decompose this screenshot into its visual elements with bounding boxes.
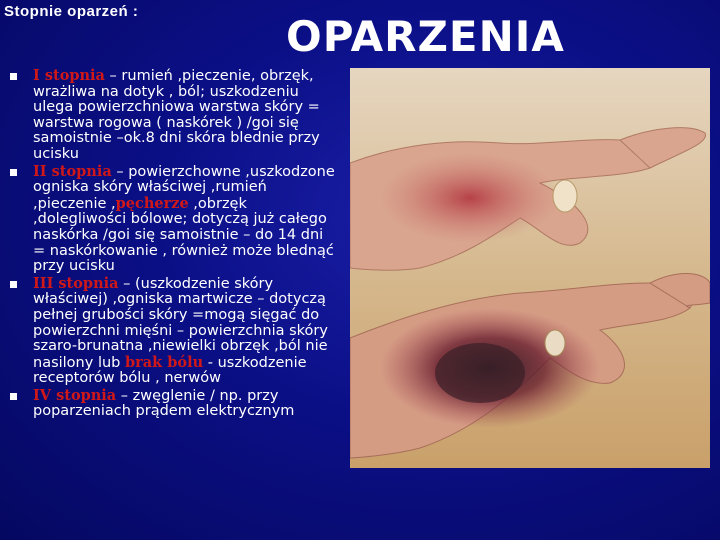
square-bullet-icon bbox=[10, 281, 17, 288]
slide-title: OPARZENIA bbox=[286, 12, 565, 61]
degree-description-continued: ,obrzęk ,dolegliwości bólowe; dotyczą już całego naskórka /goi się samoistnie – do 14 dni = naskórkowanie , również może blednąć przy ucisku bbox=[33, 195, 334, 275]
highlighted-term: pęcherze bbox=[115, 194, 189, 212]
degree-description: – (uszkodzenie skóry właściwej) ,ogniska martwicze – dotyczą pełnej grubości skóry =mogą sięgać do powierzchni mięśni – powierzchnia skóry szaro-brunatna ,niewielki obrzęk ,ból nie nasilony lub bbox=[33, 275, 328, 371]
list-item bbox=[8, 388, 338, 420]
square-bullet-icon bbox=[10, 393, 17, 400]
slide-subtitle: Stopnie oparzeń : bbox=[4, 3, 139, 20]
burn-degree-list bbox=[8, 68, 338, 421]
square-bullet-icon bbox=[10, 73, 17, 80]
degree-description: – rumień ,pieczenie, obrzęk, wrażliwa na dotyk , ból; uszkodzeniu ulega powierzchniowa warstwa skóry = warstwa rogowa ( naskórek ) /goi się samoistnie –ok.8 dni skóra blednie przy ucisku bbox=[33, 68, 320, 162]
degree-description-continued: - uszkodzenie receptorów bólu , nerwów bbox=[33, 354, 307, 387]
degree-description: – zwęglenie / np. przy poparzeniach prądem elektrycznym bbox=[33, 387, 295, 420]
burned-hands-photo bbox=[350, 68, 710, 468]
blister bbox=[553, 180, 577, 212]
highlighted-term: brak bólu bbox=[124, 353, 204, 371]
list-item bbox=[8, 164, 338, 275]
degree-label: II stopnia bbox=[33, 162, 112, 180]
list-item bbox=[8, 276, 338, 387]
degree-description: – powierzchowne ,uszkodzone ogniska skóry właściwej ,rumień ,pieczenie , bbox=[33, 163, 335, 212]
list-item bbox=[8, 68, 338, 163]
square-bullet-icon bbox=[10, 169, 17, 176]
degree-label: IV stopnia bbox=[33, 386, 117, 404]
degree-label: I stopnia bbox=[33, 67, 105, 84]
burn-center-lower bbox=[435, 343, 525, 403]
degree-label: III stopnia bbox=[33, 274, 119, 292]
blister-lower bbox=[545, 330, 565, 356]
burn-area-upper bbox=[380, 153, 560, 243]
